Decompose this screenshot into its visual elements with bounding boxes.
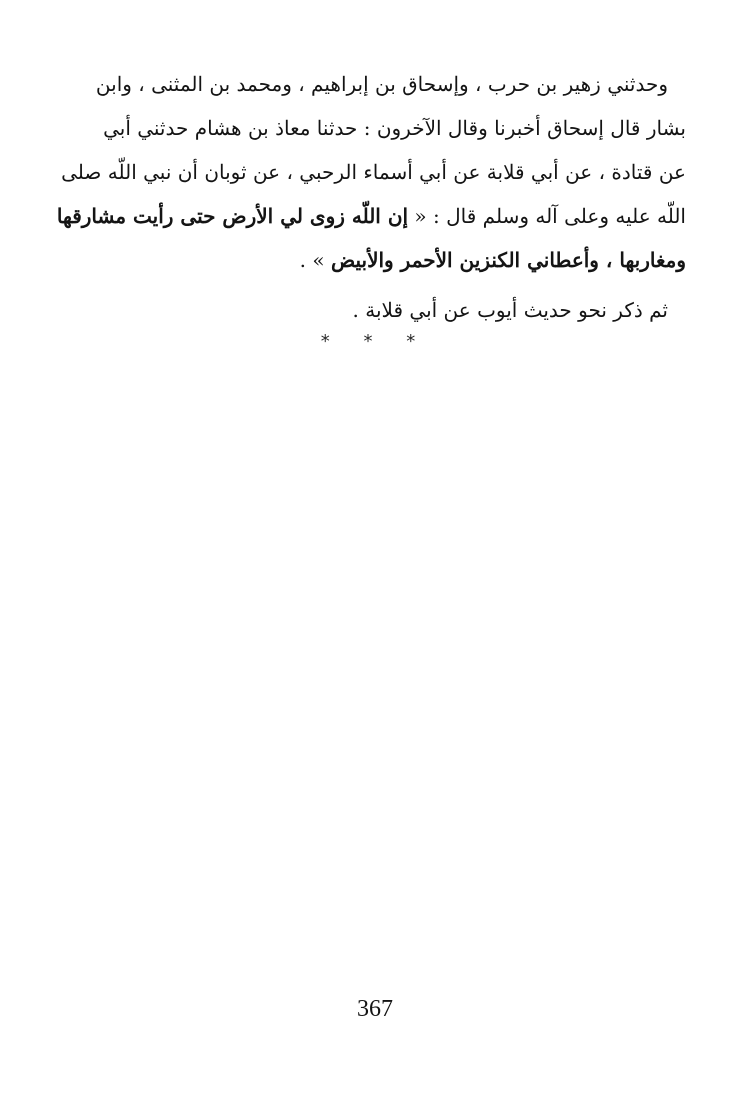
paragraph-1-line-5: [104, 238, 686, 282]
paragraph-1-line-4: [56, 194, 686, 238]
section-separator: * * *: [320, 331, 430, 352]
line-4-plain-text: اللّه عليه وعلى آله وسلم قال : «: [408, 204, 686, 228]
line-5-plain-text: » .: [299, 248, 331, 272]
paragraph-2-line-1: ثم ذكر نحو حديث أيوب عن أبي قلابة .: [352, 298, 668, 322]
hadith-quote-part-1: إن اللّه زوى لي الأرض حتى رأيت مشارقها: [56, 204, 409, 228]
page-number: 367: [357, 996, 393, 1022]
paragraph-1-line-3: عن قتادة ، عن أبي قلابة عن أبي أسماء الرحبي ، عن ثوبان أن نبي اللّه صلى: [61, 160, 686, 184]
paragraph-1-line-2: بشار قال إسحاق أخبرنا وقال الآخرون : حدثنا معاذ بن هشام حدثني أبي: [103, 116, 686, 140]
paragraph-1-line-1: وحدثني زهير بن حرب ، وإسحاق بن إبراهيم ، ومحمد بن المثنى ، وابن: [95, 72, 668, 96]
hadith-quote-part-2: ومغاربها ، وأعطاني الكنزين الأحمر والأبيض: [330, 248, 686, 272]
main-text: [56, 62, 686, 332]
